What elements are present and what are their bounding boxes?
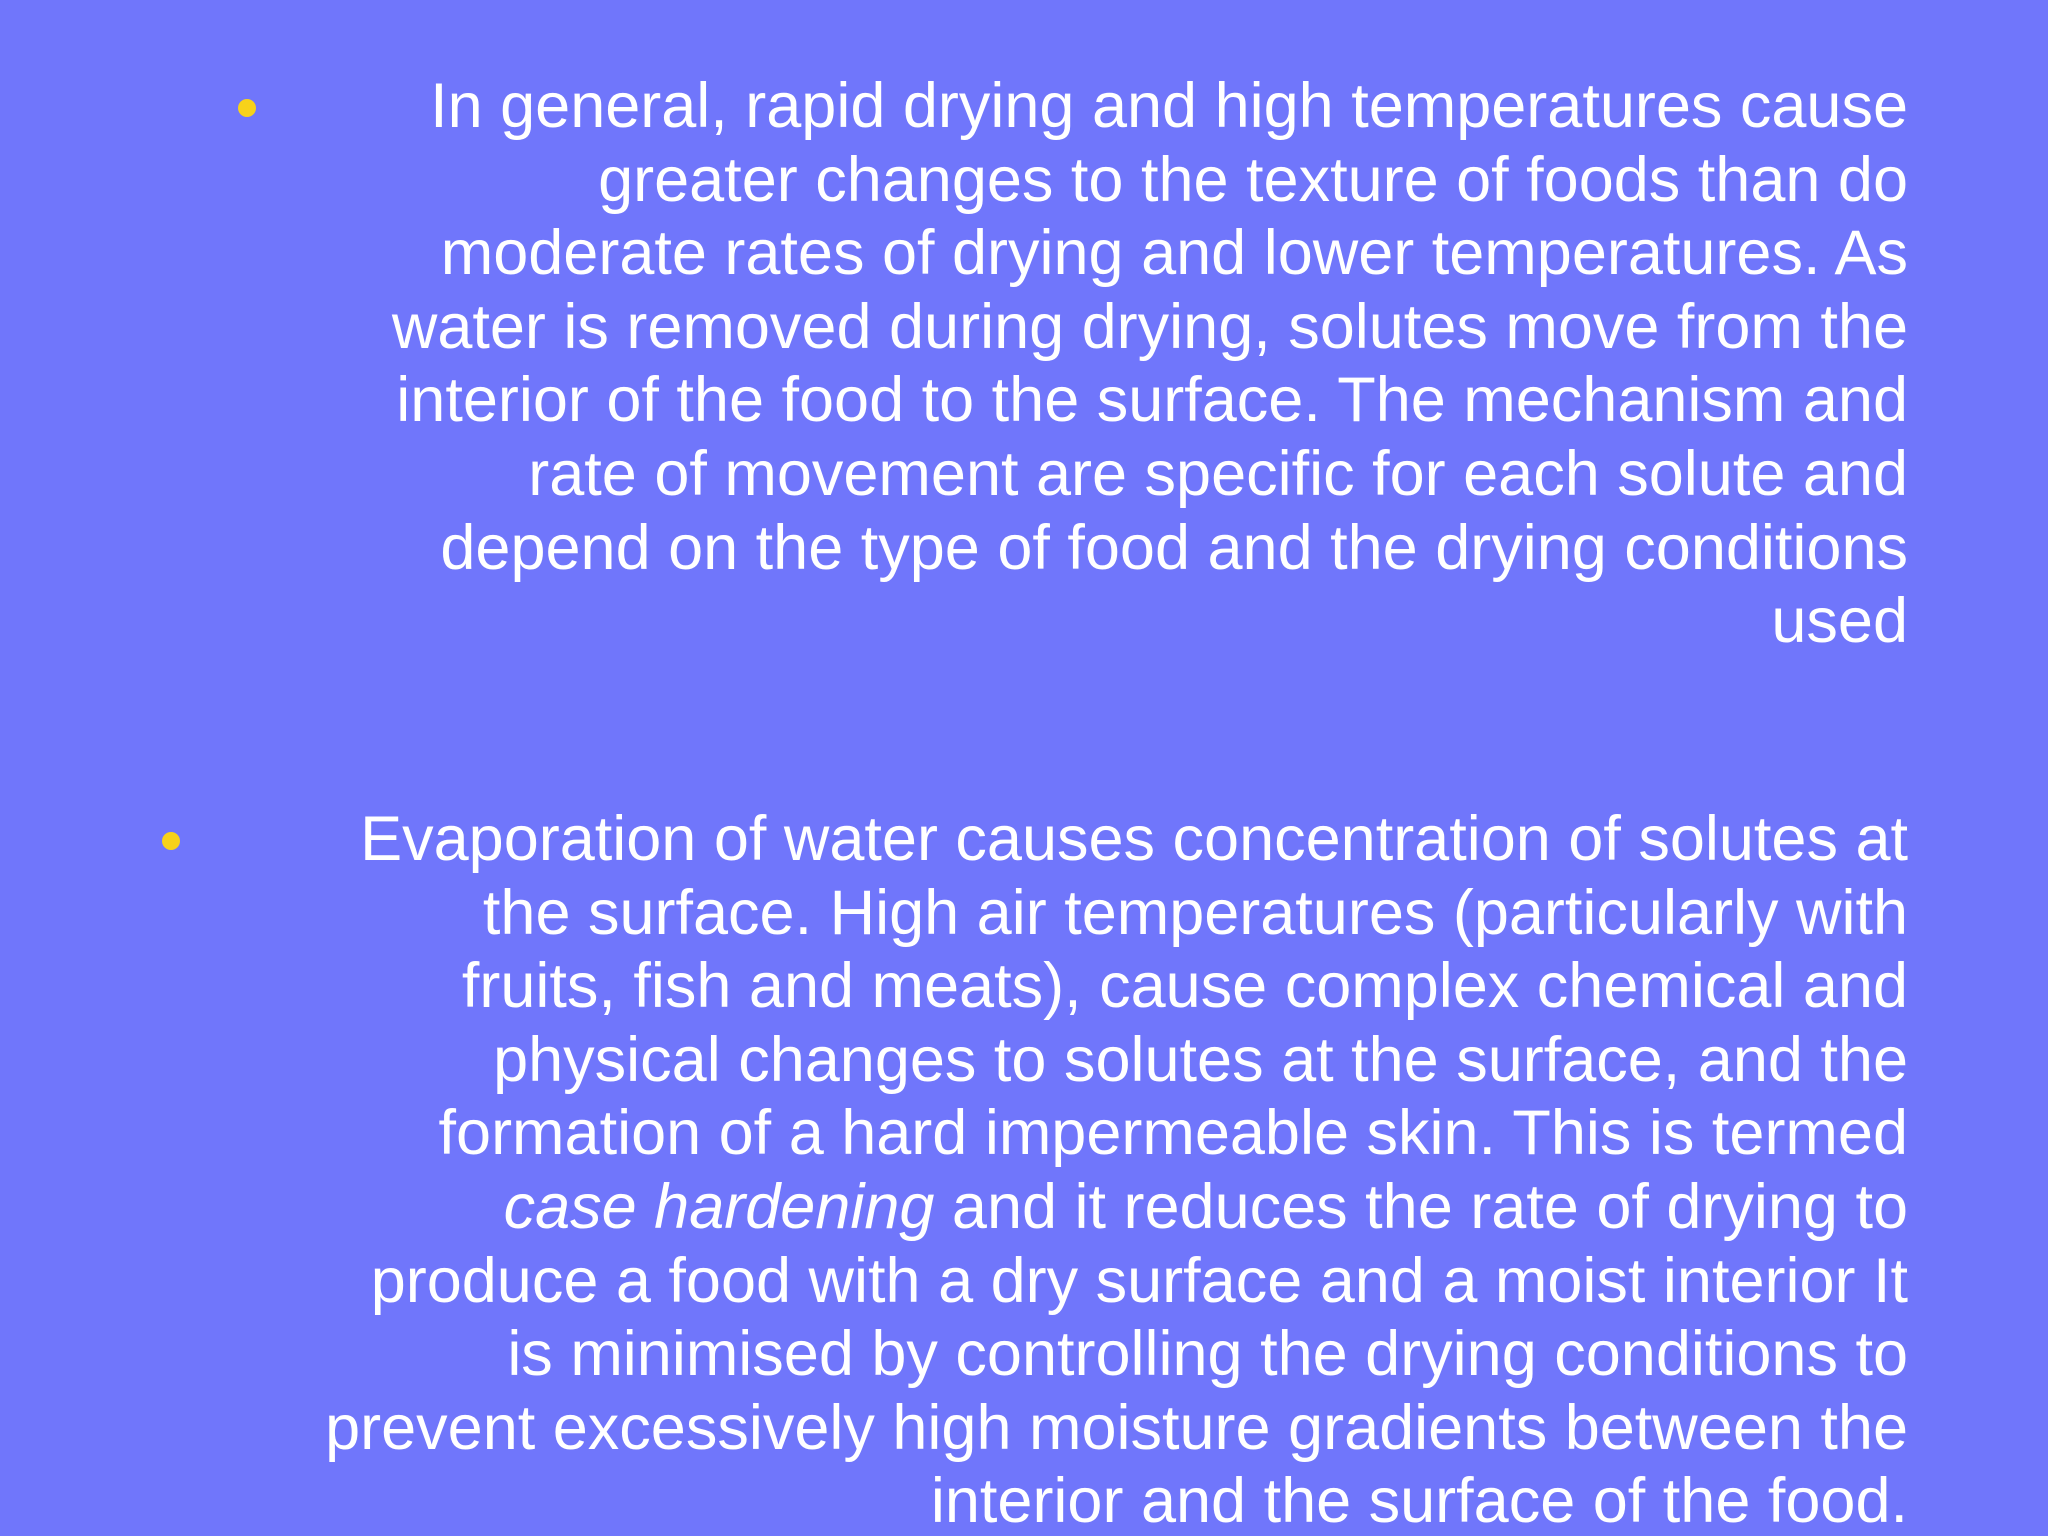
italic-term: case hardening (503, 1171, 935, 1242)
paragraph-line: prevent excessively high moisture gradients between the (325, 1392, 1908, 1463)
paragraph-line-rest: and it reduces the rate of drying to (934, 1171, 1908, 1242)
paragraph-line-with-term (325, 1171, 1908, 1245)
paragraph-line: depend on the type of food and the drying conditions (440, 512, 1908, 583)
paragraph-line: physical changes to solutes at the surface, and the (493, 1024, 1908, 1095)
bullet-dot-icon (162, 832, 180, 850)
paragraph-line: is minimised by controlling the drying conditions to (507, 1319, 1908, 1390)
paragraph-line: In general, rapid drying and high temperatures cause (430, 71, 1908, 141)
paragraph-line: produce a food with a dry surface and a moist interior It (370, 1245, 1908, 1316)
paragraph-line: rate of movement are specific for each solute and (528, 438, 1908, 509)
bullet-paragraph-1 (392, 70, 1908, 659)
paragraph-line: Evaporation of water causes concentration of solutes at (360, 804, 1908, 874)
paragraph-line: interior of the food to the surface. The mechanism and (396, 365, 1908, 436)
bullet-paragraph-2 (325, 803, 1908, 1536)
paragraph-line: fruits, fish and meats), cause complex chemical and (461, 951, 1908, 1022)
paragraph-line: greater changes to the texture of foods than do (598, 144, 1908, 215)
paragraph-line: water is removed during drying, solutes move from the (391, 291, 1908, 362)
paragraph-line: formation of a hard impermeable skin. This is termed (438, 1098, 1908, 1169)
paragraph-line: used (1771, 586, 1908, 657)
bullet-dot-icon (238, 99, 256, 117)
paragraph-line: the surface. High air temperatures (particularly with (482, 877, 1908, 948)
paragraph-line: moderate rates of drying and lower temperatures. As (440, 218, 1908, 289)
paragraph-line: interior and the surface of the food. (930, 1466, 1908, 1536)
